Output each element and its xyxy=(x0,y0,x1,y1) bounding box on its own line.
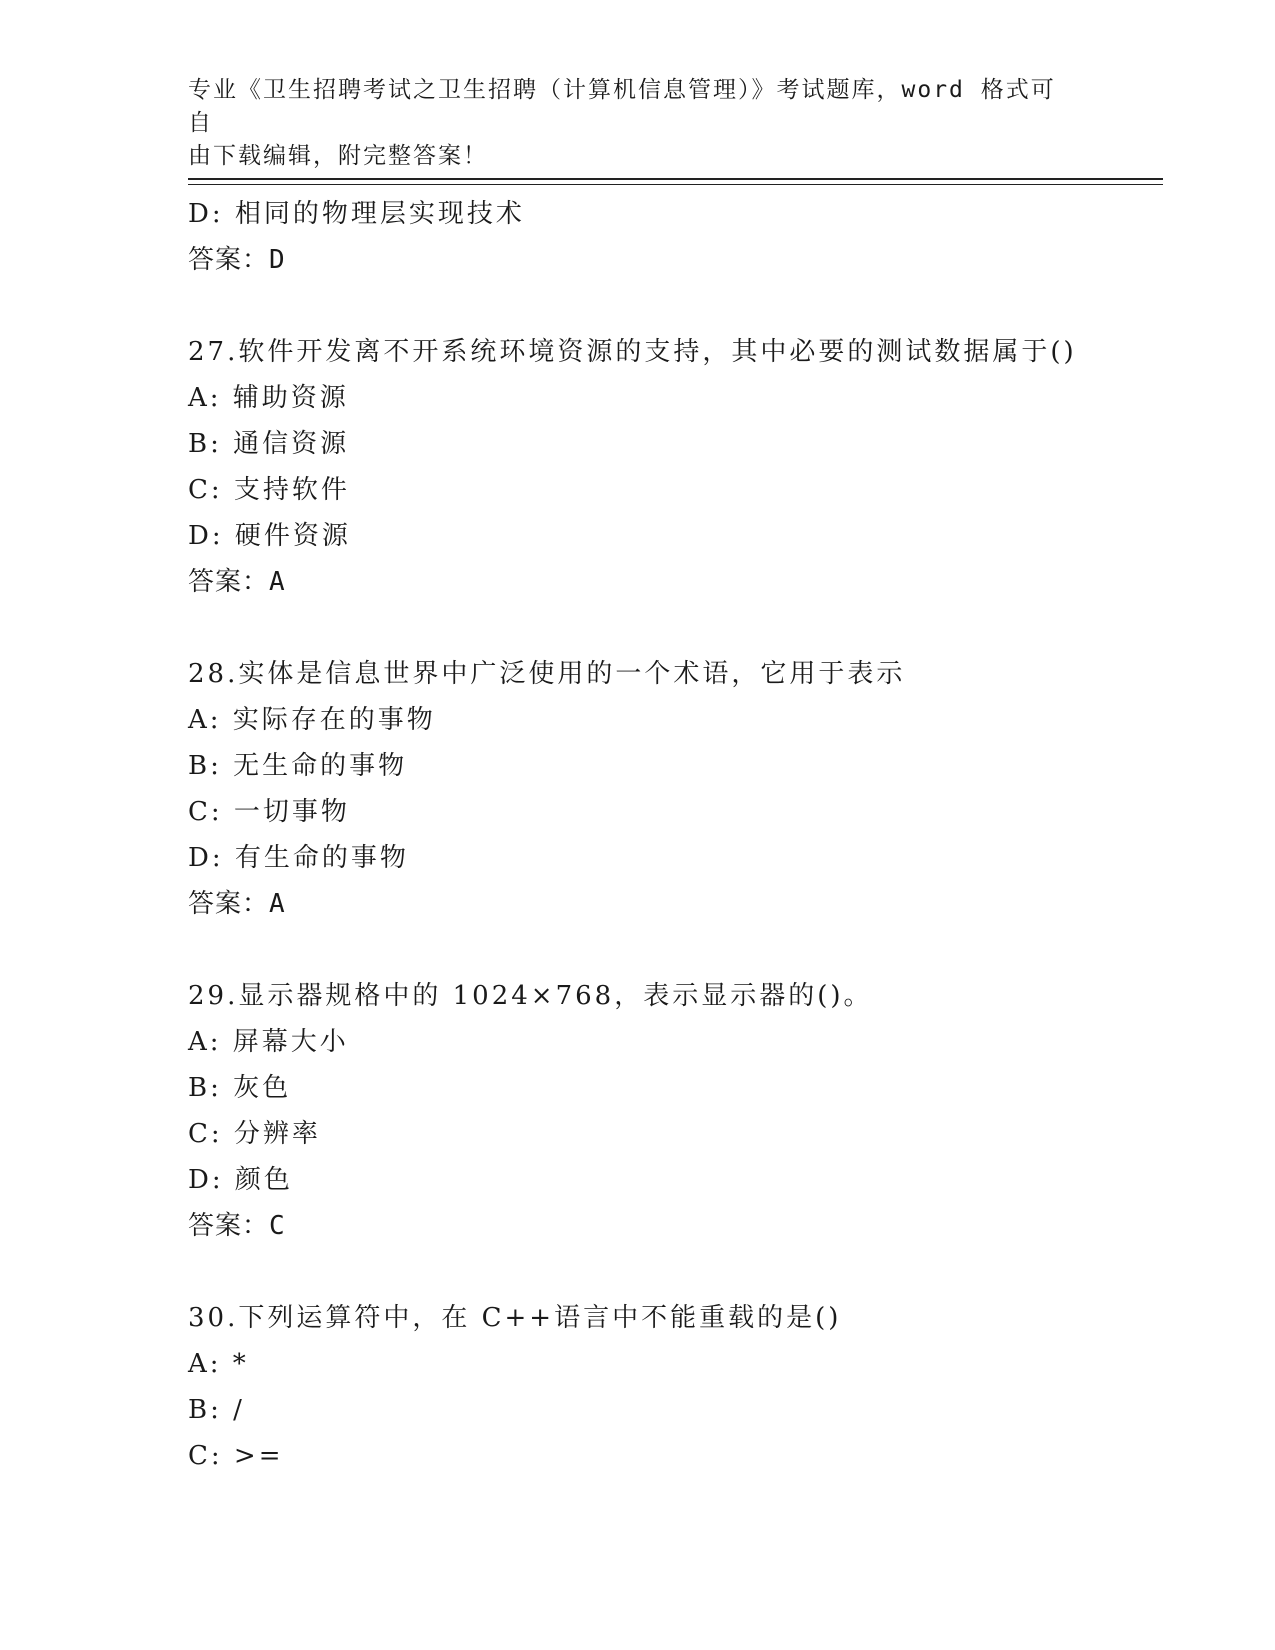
answer: 答案：A xyxy=(188,567,286,597)
question-27 xyxy=(188,329,1148,605)
option-b: B: 灰色 xyxy=(188,1073,292,1103)
option-b: B: 无生命的事物 xyxy=(188,751,408,781)
option-d: D: 有生命的事物 xyxy=(188,843,409,873)
question-stem: 27.软件开发离不开系统环境资源的支持，其中必要的测试数据属于() xyxy=(188,337,1077,367)
option-d: D: 硬件资源 xyxy=(188,521,351,551)
question-stem: 28.实体是信息世界中广泛使用的一个术语，它用于表示 xyxy=(188,659,906,689)
question-list xyxy=(188,191,1148,1479)
answer: 答案：C xyxy=(188,1211,286,1241)
option-c: C: >= xyxy=(188,1441,284,1471)
question-28 xyxy=(188,651,1148,927)
option-a: A: 屏幕大小 xyxy=(188,1027,349,1057)
question-29 xyxy=(188,973,1148,1249)
option-b: B: 通信资源 xyxy=(188,429,350,459)
option-c: C: 一切事物 xyxy=(188,797,350,827)
prev-option-d: D: 相同的物理层实现技术 xyxy=(188,199,525,229)
option-c: C: 分辨率 xyxy=(188,1119,321,1149)
answer: 答案：A xyxy=(188,889,286,919)
option-c: C: 支持软件 xyxy=(188,475,350,505)
header-divider-thin xyxy=(188,184,1163,185)
question-stem: 30.下列运算符中，在 C++语言中不能重载的是() xyxy=(188,1303,842,1333)
option-b: B: / xyxy=(188,1395,245,1425)
prev-answer: 答案：D xyxy=(188,245,286,275)
document-header xyxy=(188,74,1068,173)
option-a: A: * xyxy=(188,1349,249,1379)
header-divider-thick xyxy=(188,178,1163,180)
option-a: A: 实际存在的事物 xyxy=(188,705,436,735)
option-a: A: 辅助资源 xyxy=(188,383,349,413)
question-30 xyxy=(188,1295,1148,1479)
header-line-2: 由下载编辑，附完整答案！ xyxy=(188,143,488,169)
header-line-1: 专业《卫生招聘考试之卫生招聘（计算机信息管理）》考试题库，word 格式可自 xyxy=(188,77,1056,136)
option-d: D: 颜色 xyxy=(188,1165,293,1195)
question-stem: 29.显示器规格中的 1024×768，表示显示器的()。 xyxy=(188,981,873,1011)
